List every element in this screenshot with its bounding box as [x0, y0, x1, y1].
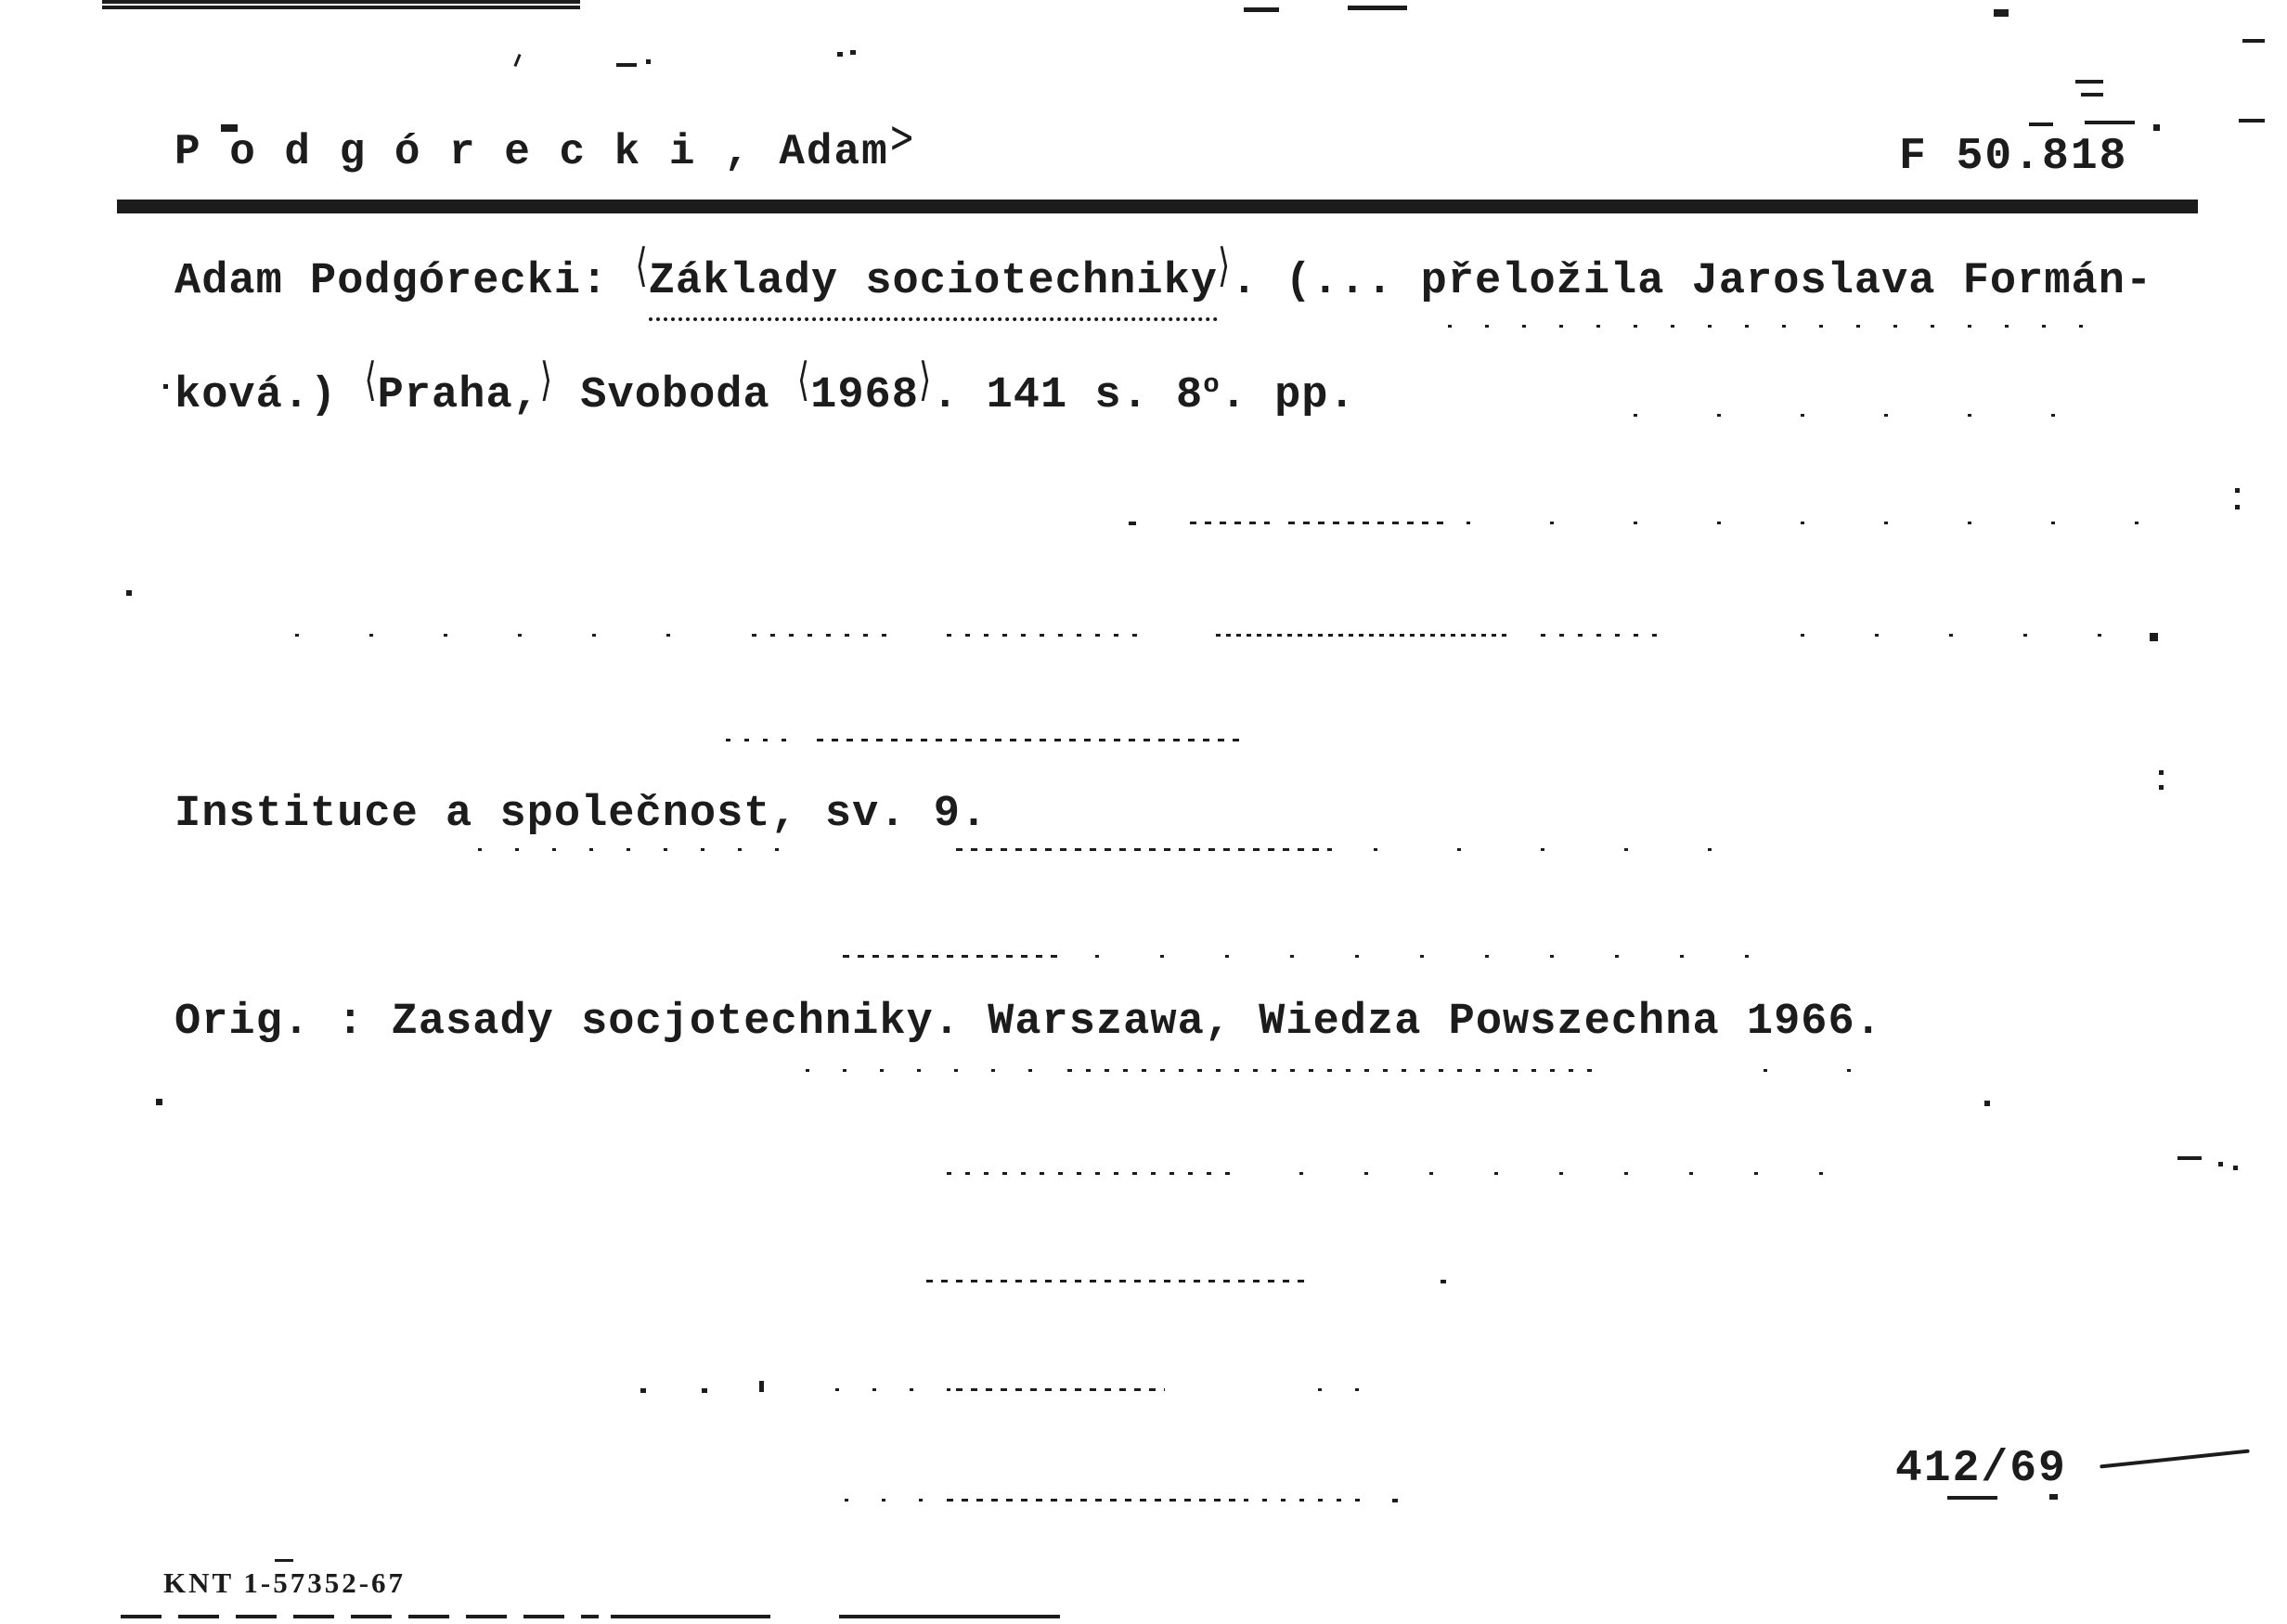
scan-noise-dots [947, 634, 1146, 637]
print-code: KNT 1-57352-67 [163, 1566, 407, 1599]
entry-author-title-prefix: Adam Podgórecki: [174, 257, 636, 306]
series-note: Instituce a společnost, sv. 9. [174, 790, 988, 839]
format-superscript: o [1203, 368, 1221, 400]
scan-noise [2075, 80, 2103, 84]
scan-noise-dots [843, 955, 1061, 958]
insert-mark-icon: > [888, 110, 917, 163]
scan-noise-dots [1764, 1069, 1921, 1072]
scan-noise [2085, 121, 2135, 124]
scan-noise [2242, 39, 2265, 43]
bottom-edge-line [121, 1615, 599, 1618]
scan-noise-dots [926, 1280, 1311, 1282]
scan-noise [759, 1381, 764, 1392]
scan-noise [1244, 7, 1279, 12]
scan-noise [702, 1388, 707, 1393]
scan-noise-dots [752, 634, 891, 637]
scan-noise-dots [1374, 848, 1782, 851]
entry-continuation: ková.) [174, 371, 365, 420]
pagination: . 141 s. 8 [932, 371, 1204, 420]
shelfmark: F 50.818 [1899, 132, 2128, 182]
handwritten-stroke [2100, 1450, 2250, 1469]
heading-author [174, 110, 917, 176]
scan-noise [1947, 1496, 1997, 1500]
insert-mark-icon: ⟨ [635, 238, 649, 292]
scan-noise-dots [1318, 1388, 1388, 1391]
scan-noise [513, 54, 521, 67]
scan-noise [1348, 6, 1407, 10]
insert-mark-icon: ⟩ [1217, 238, 1232, 292]
scan-noise [2239, 119, 2265, 122]
spacer [752, 128, 780, 176]
scan-noise-dots [947, 1499, 1248, 1502]
scan-noise-dots [1288, 522, 1452, 524]
scan-noise-dots [478, 848, 794, 851]
publication-year: 1968 [810, 371, 919, 420]
entry-line-1 [174, 238, 2153, 306]
scan-noise [646, 59, 651, 64]
scan-noise [2049, 1494, 2058, 1500]
scan-noise [2081, 93, 2103, 97]
publication-place: Praha, [377, 371, 540, 420]
scan-noise-dots [1467, 522, 2168, 524]
scan-noise-dots [835, 1388, 961, 1391]
scan-noise [2159, 770, 2164, 775]
scan-noise [837, 52, 843, 57]
scan-noise-dots [726, 739, 791, 741]
author-forename: Adam [779, 128, 889, 176]
scan-noise [1984, 1101, 1990, 1106]
scan-noise [2153, 124, 2160, 131]
scan-noise-dots [1299, 1172, 1875, 1175]
scan-noise-dots [295, 634, 731, 637]
scan-noise [163, 384, 168, 389]
scan-noise [275, 1559, 293, 1562]
entry-line-2 [174, 353, 1356, 420]
scan-noise-dots [1448, 325, 2107, 328]
scan-noise [2218, 1162, 2223, 1166]
insert-mark-icon: ⟩ [539, 353, 554, 406]
scan-noise [616, 63, 637, 67]
publisher: Svoboda [553, 371, 797, 420]
scan-noise [1994, 9, 2009, 17]
insert-mark-icon: ⟨ [364, 353, 378, 406]
scan-noise-dots [1216, 634, 1508, 637]
entry-tail: . pp. [1220, 371, 1356, 420]
accession-number: 412/69 [1895, 1444, 2067, 1494]
scan-noise [2233, 1166, 2238, 1170]
scan-noise-dots [1190, 522, 1270, 524]
scan-noise [2177, 1156, 2202, 1160]
work-title: Základy sociotechniky [649, 257, 1218, 321]
scan-noise [2029, 122, 2053, 126]
insert-mark-icon: ⟩ [918, 353, 933, 406]
bottom-edge-line [611, 1615, 770, 1618]
scan-noise [1392, 1499, 1398, 1502]
scan-noise-dots [1801, 634, 2172, 637]
scan-noise [640, 1388, 646, 1393]
scan-noise [1129, 522, 1136, 525]
scan-noise [2159, 785, 2164, 790]
insert-mark-icon: ⟨ [796, 353, 811, 406]
scan-noise-dots [1541, 634, 1666, 637]
scan-noise-dots [1634, 414, 2079, 417]
scan-noise [2235, 505, 2240, 509]
scan-noise-dots [1262, 1499, 1360, 1502]
scan-noise-dots [956, 1388, 1165, 1391]
scan-noise [156, 1099, 162, 1105]
author-surname: P o d g ó r e c k i , [174, 128, 752, 176]
scan-noise-dots [947, 1172, 1239, 1175]
scan-noise-dots [956, 848, 1332, 851]
scan-noise [2235, 488, 2240, 493]
entry-translator: . (... přeložila Jaroslava Formán- [1231, 257, 2153, 306]
scan-noise-dots [817, 739, 1244, 741]
original-title-note: Orig. : Zasady socjotechniky. Warszawa, Wiedza Powszechna 1966. [174, 998, 1882, 1047]
scan-noise-dots [1067, 1069, 1592, 1072]
scan-noise-dots [806, 1069, 1038, 1072]
scan-noise-top-bar [102, 0, 580, 9]
scan-noise [126, 590, 132, 596]
bottom-edge-line [839, 1615, 1060, 1618]
scan-noise [850, 50, 856, 55]
header-rule [117, 200, 2198, 213]
scan-noise-dots [845, 1499, 951, 1502]
scan-noise [1441, 1280, 1446, 1283]
scan-noise-dots [1095, 955, 1754, 958]
